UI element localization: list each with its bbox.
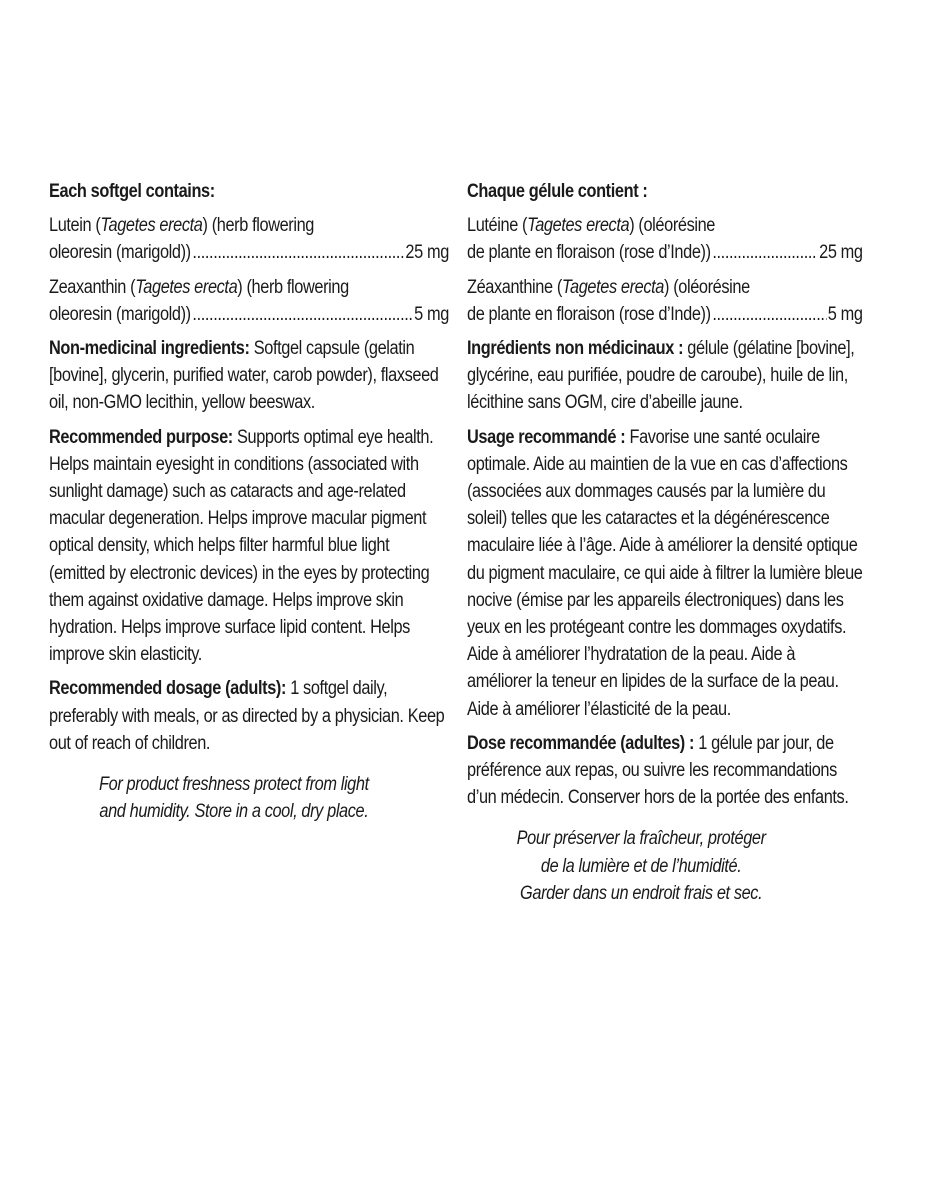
dot-leader <box>192 239 403 266</box>
storage-line: For product freshness protect from light <box>99 774 369 796</box>
ingredient-amount: 5 mg <box>827 303 863 325</box>
recommended-purpose <box>467 424 863 723</box>
contents-heading: Each softgel contains: <box>49 181 215 202</box>
non-medicinal-ingredients <box>49 335 449 417</box>
purpose-text: Supports optimal eye health. Helps maintain eyesight in conditions (associated with sunlight damage) such as cataracts and age-related macular degeneration. Helps improve macular pigment optical density, which helps filter harmful blue light (emitted by electronic devices) in the eyes by protecting them against oxidative damage. Helps improve skin hydration. Helps improve surface lipid content. Helps improve skin elasticity. <box>49 426 434 666</box>
non-medicinal-text: Softgel capsule (gelatin [bovine], glycerin, purified water, carob powder), flaxseed oil, non-GMO lecithin, yellow beeswax. <box>49 338 439 414</box>
ingredient-line-1: Lutein (Tagetes erecta) (herb flowering <box>49 215 315 237</box>
ingredient-latin-name: Tagetes erecta <box>527 215 630 237</box>
dot-leader <box>712 239 817 266</box>
dot-leader <box>192 301 412 328</box>
storage-line: de la lumière et de l’humidité. <box>540 855 742 877</box>
storage-line: and humidity. Store in a cool, dry place. <box>99 801 369 823</box>
non-medicinal-label: Ingrédients non médicinaux : <box>467 338 684 360</box>
ingredient-description: (herb flowering <box>246 276 349 298</box>
english-column <box>49 178 449 825</box>
ingredient-line-2 <box>467 301 863 328</box>
dot-leader <box>712 301 826 328</box>
ingredient-line-2 <box>49 239 449 266</box>
ingredient-description-cont: de plante en floraison (rose d’Inde)) <box>467 242 711 264</box>
ingredient-latin-name: Tagetes erecta <box>100 215 203 237</box>
non-medicinal-text: gélule (gélatine [bovine], glycérine, eau purifiée, poudre de caroube), huile de lin, lécithine sans OGM, cire d’abeille jaune. <box>467 338 855 414</box>
ingredient-line-2 <box>467 239 863 266</box>
ingredient-description-cont: de plante en floraison (rose d’Inde)) <box>467 303 711 325</box>
non-medicinal-ingredients <box>467 335 863 417</box>
french-column <box>467 178 863 907</box>
ingredient-amount: 25 mg <box>819 242 863 264</box>
ingredient-amount: 25 mg <box>405 242 449 264</box>
ingredient-name: Lutein <box>49 215 92 237</box>
ingredient-item <box>49 212 449 266</box>
ingredient-name: Zeaxanthin <box>49 276 126 298</box>
purpose-label: Usage recommandé : <box>467 426 626 448</box>
ingredient-name: Zéaxanthine <box>467 276 553 298</box>
ingredient-item <box>467 274 863 328</box>
ingredient-amount: 5 mg <box>414 303 449 325</box>
ingredient-name: Lutéine <box>467 215 518 237</box>
storage-note <box>49 771 419 825</box>
purpose-text: Favorise une santé oculaire optimale. Aide au maintien de la vue en cas d’affections (associées aux dommages causés par la lumière du soleil) telles que les cataractes et la dégénérescence maculaire liée à l’âge. Aide à améliorer la densité optique du pigment maculaire, ce qui aide à filtrer la lumière bleue nocive (émise par les appareils électroniques) dans les yeux en les protégeant contre les dommages oxydatifs. Aide à améliorer l’hydratation de la peau. Aide à améliorer la teneur en lipides de la surface de la peau. Aide à améliorer l’élasticité de la peau. <box>467 426 863 720</box>
recommended-purpose <box>49 424 449 669</box>
storage-line: Pour préserver la fraîcheur, protéger <box>516 828 766 850</box>
ingredient-description: (oléorésine <box>673 276 750 298</box>
ingredient-item <box>467 212 863 266</box>
dosage-label: Dose recommandée (adultes) : <box>467 732 695 754</box>
ingredient-item <box>49 274 449 328</box>
recommended-dosage <box>49 675 449 757</box>
ingredient-description-cont: oleoresin (marigold)) <box>49 303 191 325</box>
ingredient-line-2 <box>49 301 449 328</box>
contents-heading: Chaque gélule contient : <box>467 181 648 202</box>
dosage-label: Recommended dosage (adults): <box>49 678 287 700</box>
ingredient-line-1: Zeaxanthin (Tagetes erecta) (herb flowering <box>49 276 349 298</box>
recommended-dosage <box>467 730 863 812</box>
ingredient-latin-name: Tagetes erecta <box>135 276 238 298</box>
storage-note <box>467 825 815 907</box>
purpose-label: Recommended purpose: <box>49 426 233 448</box>
ingredient-line-1: Zéaxanthine (Tagetes erecta) (oléorésine <box>467 276 750 298</box>
ingredient-line-1: Lutéine (Tagetes erecta) (oléorésine <box>467 215 716 237</box>
ingredient-latin-name: Tagetes erecta <box>561 276 664 298</box>
ingredient-description-cont: oleoresin (marigold)) <box>49 242 191 264</box>
dosage-text: 1 gélule par jour, de préférence aux repas, ou suivre les recommandations d’un médecin. Conserver hors de la portée des enfants. <box>467 732 849 809</box>
non-medicinal-label: Non-medicinal ingredients: <box>49 338 250 360</box>
storage-line: Garder dans un endroit frais et sec. <box>520 882 763 904</box>
ingredient-description: (herb flowering <box>211 215 315 237</box>
dosage-text: 1 softgel daily, preferably with meals, or as directed by a physician. Keep out of reach of children. <box>49 678 445 754</box>
ingredient-description: (oléorésine <box>638 215 716 237</box>
